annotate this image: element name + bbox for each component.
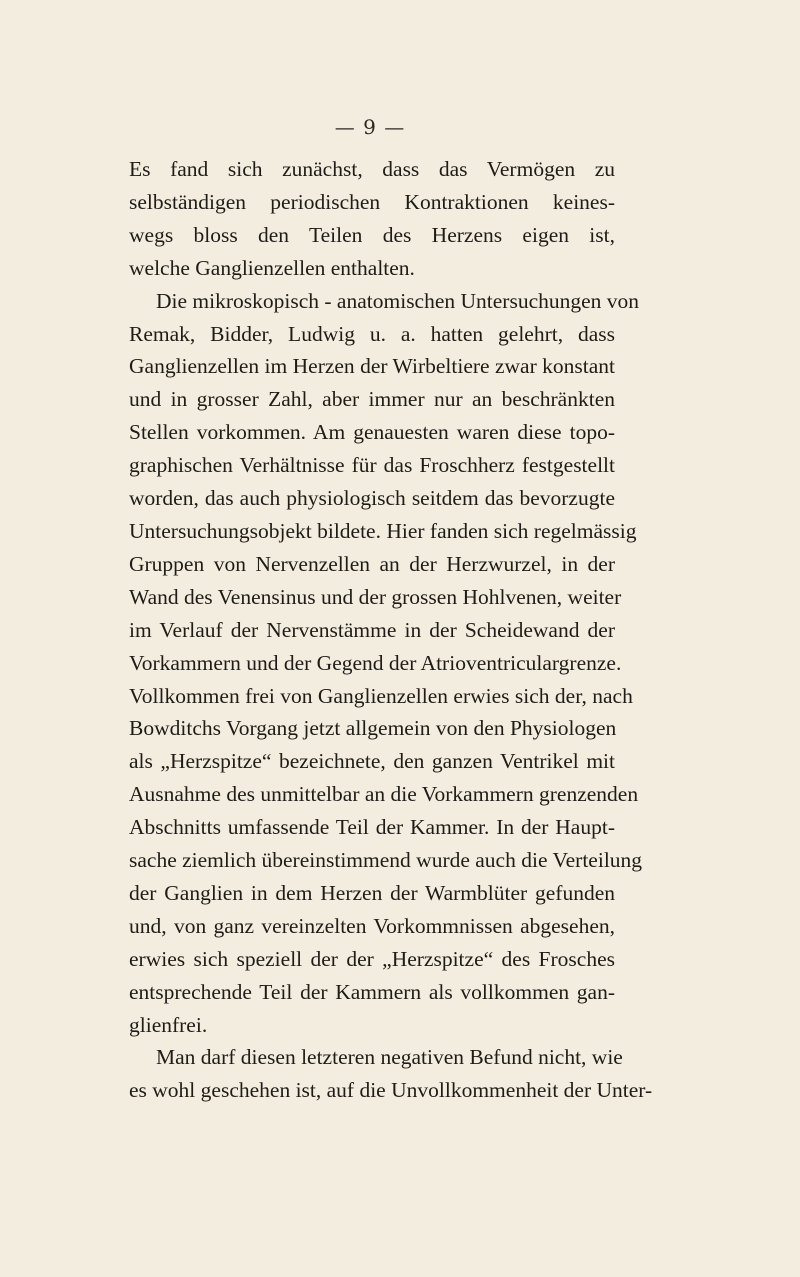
text-line: Es fand sich zunächst, dass das Vermögen zu (129, 157, 615, 181)
paragraph (129, 153, 615, 285)
text-line: entsprechende Teil der Kammern als vollkommen gan- (129, 979, 615, 1004)
text-line: Vorkammern und der Gegend der Atrioventriculargrenze. (129, 650, 622, 675)
paragraph (129, 285, 643, 1042)
text-line: Vollkommen frei von Ganglienzellen erwies sich der, nach (129, 683, 633, 708)
text-line: selbständigen periodischen Kontraktionen keines- (129, 189, 615, 214)
text-line: Abschnitts umfassende Teil der Kammer. In der Haupt- (129, 815, 615, 840)
text-line: es wohl geschehen ist, auf die Unvollkommenheit der Unter- (129, 1078, 653, 1103)
text-line: Ganglienzellen im Herzen der Wirbeltiere zwar konstant (129, 354, 615, 379)
text-line: und, von ganz vereinzelten Vorkommnissen abgesehen, (129, 913, 615, 938)
text-line: erwies sich speziell der der „Herzspitze“ des Frosches (129, 946, 615, 971)
text-line: Ausnahme des unmittelbar an die Vorkammern grenzenden (129, 782, 639, 807)
text-line: Bowditchs Vorgang jetzt allgemein von den Physiologen (129, 716, 617, 741)
text-line: sache ziemlich übereinstimmend wurde auch die Verteilung (129, 848, 643, 873)
text-line: glienfrei. (129, 1012, 208, 1037)
text-line: wegs bloss den Teilen des Herzens eigen ist, (129, 222, 615, 247)
text-line: Man darf diesen letzteren negativen Befund nicht, wie (156, 1045, 623, 1070)
text-line: als „Herzspitze“ bezeichnete, den ganzen Ventrikel mit (129, 749, 615, 774)
text-line: welche Ganglienzellen enthalten. (129, 255, 415, 280)
text-line: und in grosser Zahl, aber immer nur an beschränkten (129, 387, 615, 412)
text-line: der Ganglien in dem Herzen der Warmblüter gefunden (129, 880, 615, 905)
text-line: Wand des Venensinus und der grossen Hohlvenen, weiter (129, 584, 622, 609)
text-line: Remak, Bidder, Ludwig u. a. hatten gelehrt, dass (129, 321, 615, 346)
text-line: worden, das auch physiologisch seitdem das bevorzugte (129, 486, 615, 511)
paragraph (129, 1041, 653, 1107)
text-line: graphischen Verhältnisse für das Froschherz festgestellt (129, 453, 615, 478)
body-text (129, 153, 653, 1107)
text-line: Gruppen von Nervenzellen an der Herzwurzel, in der (129, 551, 615, 576)
text-line: Untersuchungsobjekt bildete. Hier fanden sich regelmässig (129, 518, 637, 543)
page-number: — 9 — (334, 115, 406, 139)
text-line: Die mikroskopisch - anatomischen Untersuchungen von (156, 288, 640, 313)
text-line: Stellen vorkommen. Am genauesten waren diese topo- (129, 420, 615, 445)
text-line: im Verlauf der Nervenstämme in der Scheidewand der (129, 617, 615, 642)
